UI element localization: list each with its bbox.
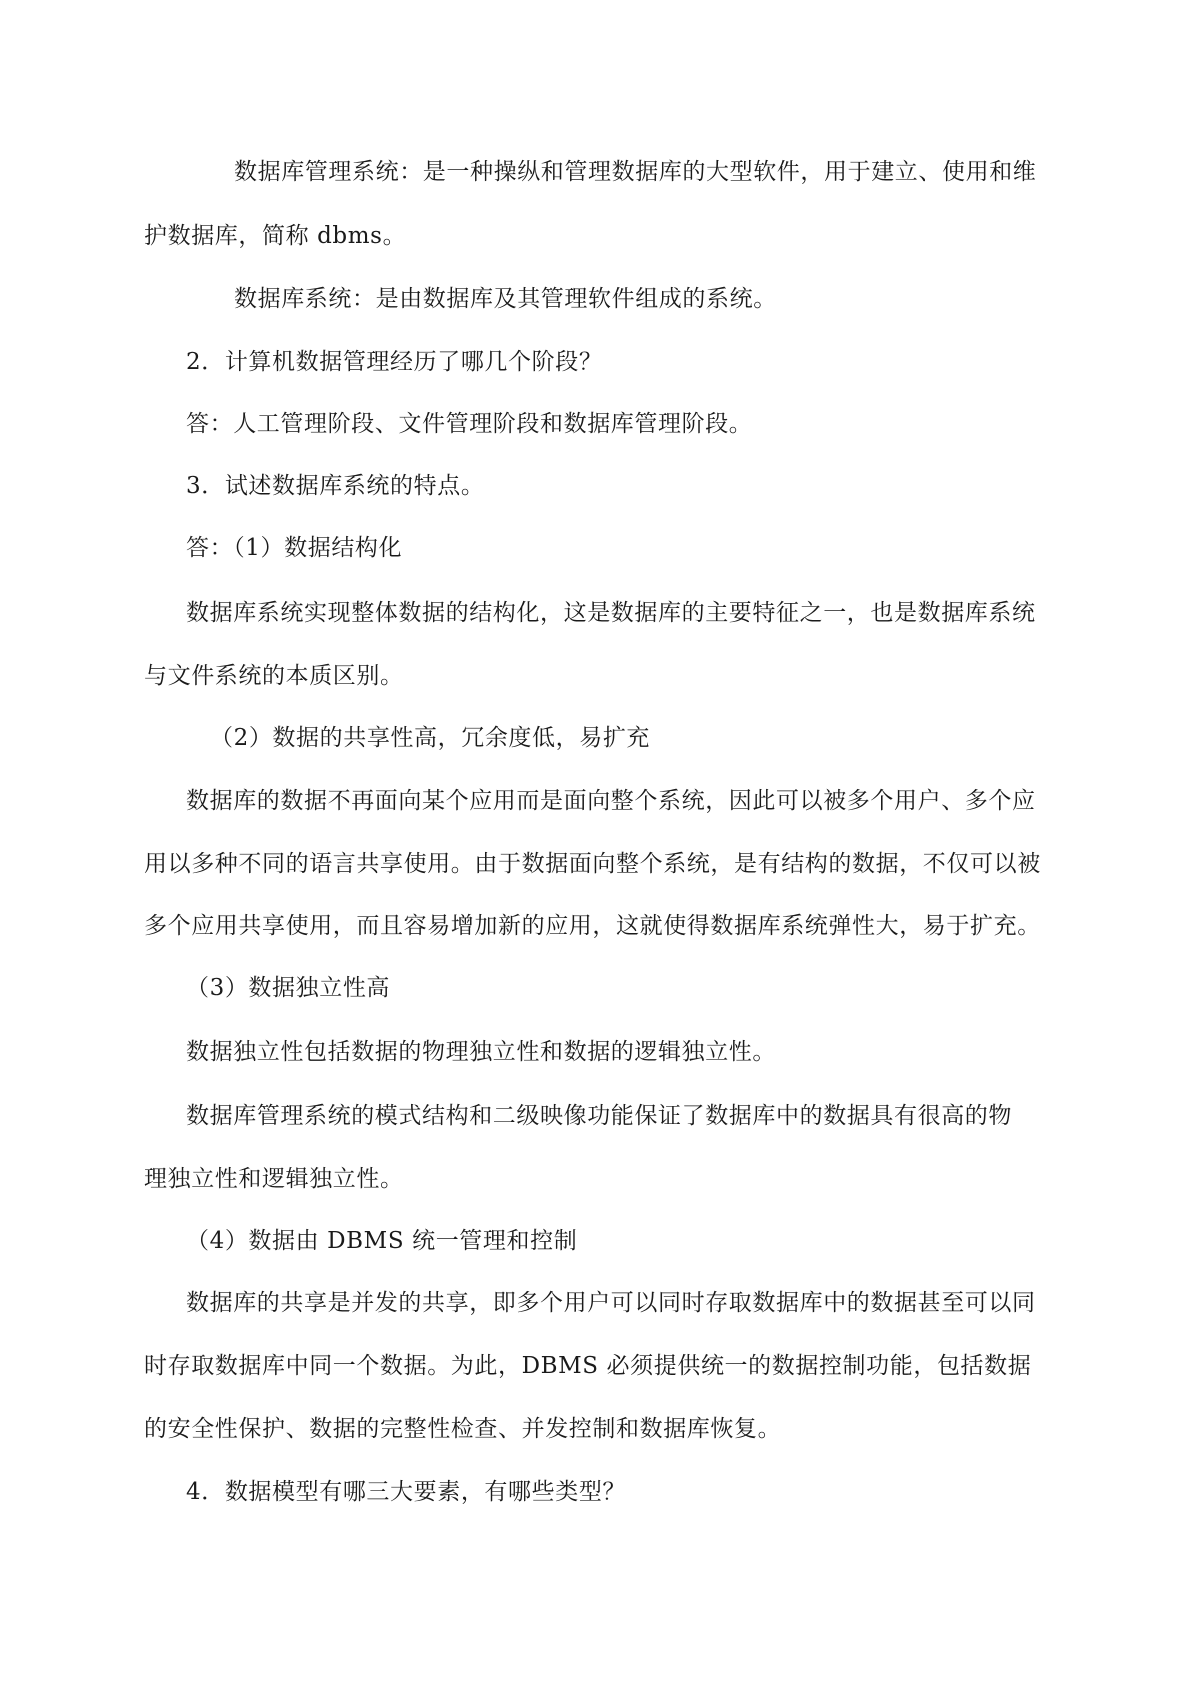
question-heading: 3．试述数据库系统的特点。	[186, 473, 485, 499]
text-line: 数据库管理系统：是一种操纵和管理数据库的大型软件，用于建立、使用和维	[234, 159, 1037, 185]
text-line: 数据库的共享是并发的共享，即多个用户可以同时存取数据库中的数据甚至可以同	[186, 1290, 1036, 1316]
text-line: 的安全性保护、数据的完整性检查、并发控制和数据库恢复。	[144, 1416, 782, 1442]
subheading: （4）数据由 DBMS 统一管理和控制	[186, 1228, 578, 1254]
text-line: 与文件系统的本质区别。	[144, 663, 404, 689]
answer-line: 答：（1）数据结构化	[186, 535, 403, 561]
question-heading: 4．数据模型有哪三大要素，有哪些类型？	[186, 1479, 627, 1505]
text-line: 数据库系统：是由数据库及其管理软件组成的系统。	[234, 286, 777, 312]
text-line: 护数据库，简称 dbms。	[144, 223, 407, 249]
subheading: （3）数据独立性高	[186, 975, 391, 1001]
text-line: 数据库的数据不再面向某个应用而是面向整个系统，因此可以被多个用户、多个应	[186, 788, 1036, 814]
subheading: （2）数据的共享性高，冗余度低，易扩充	[210, 725, 651, 751]
text-line: 理独立性和逻辑独立性。	[144, 1166, 404, 1192]
answer-line: 答：人工管理阶段、文件管理阶段和数据库管理阶段。	[186, 411, 753, 437]
text-line: 用以多种不同的语言共享使用。由于数据面向整个系统，是有结构的数据，不仅可以被	[144, 851, 1041, 877]
text-line: 时存取数据库中同一个数据。为此，DBMS 必须提供统一的数据控制功能，包括数据	[144, 1353, 1032, 1379]
text-line: 数据独立性包括数据的物理独立性和数据的逻辑独立性。	[186, 1039, 776, 1065]
text-line: 数据库系统实现整体数据的结构化，这是数据库的主要特征之一，也是数据库系统	[186, 600, 1036, 626]
text-line: 多个应用共享使用，而且容易增加新的应用，这就使得数据库系统弹性大，易于扩充。	[144, 913, 1041, 939]
text-line: 数据库管理系统的模式结构和二级映像功能保证了数据库中的数据具有很高的物	[186, 1103, 1012, 1129]
question-heading: 2．计算机数据管理经历了哪几个阶段？	[186, 349, 603, 375]
